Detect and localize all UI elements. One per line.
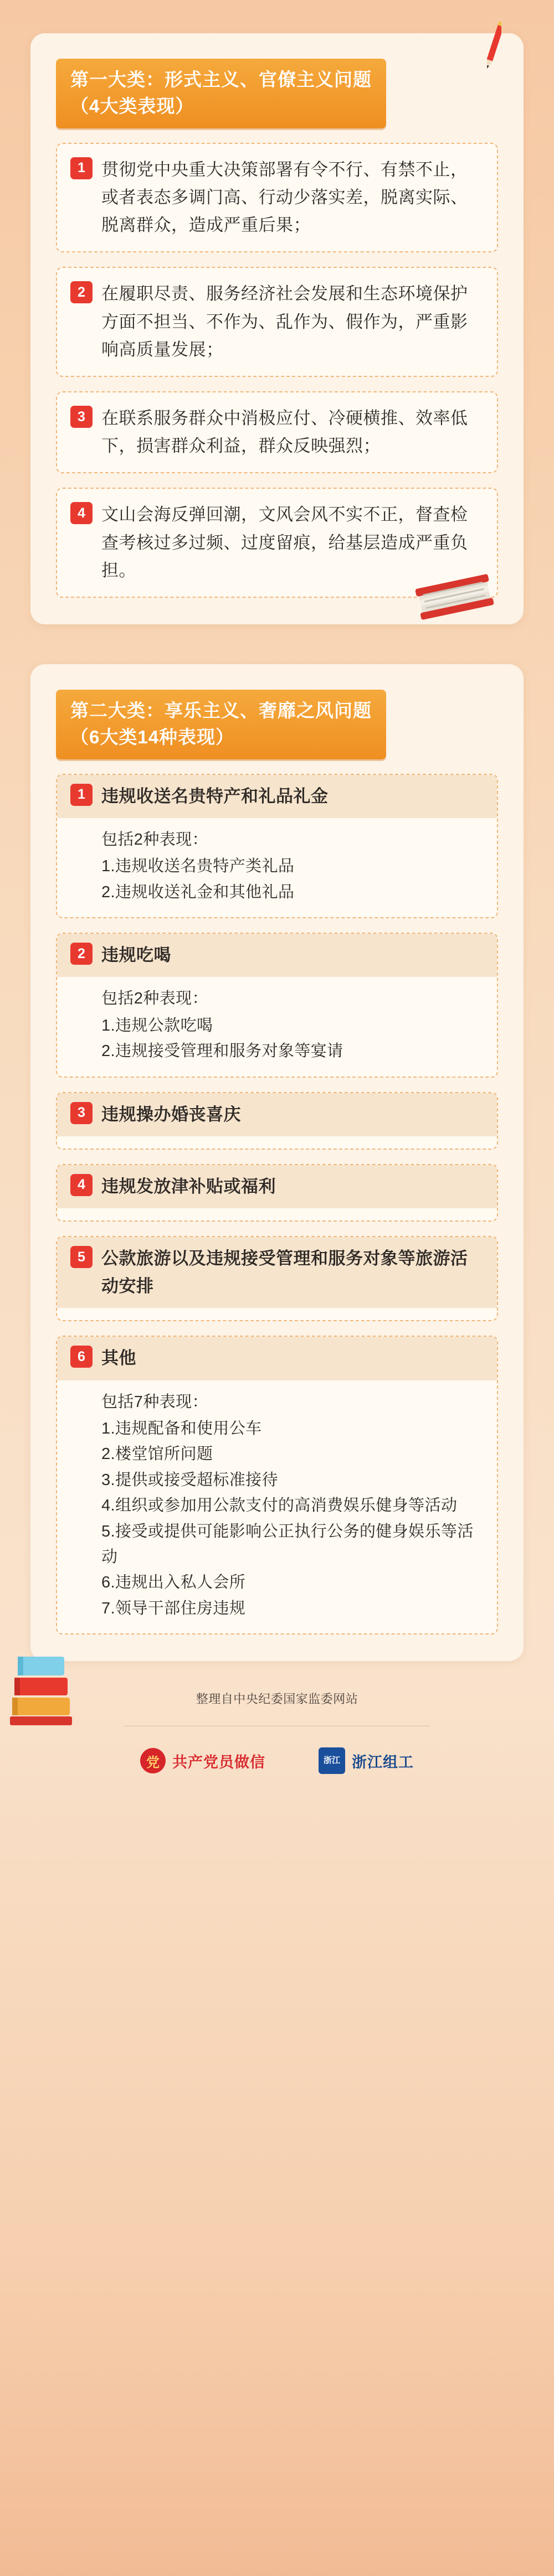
footer	[30, 1690, 524, 1788]
item-number-badge: 2	[70, 943, 93, 965]
sublist-line: 1.违规配备和使用公车	[101, 1420, 262, 1438]
item-number-badge: 1	[70, 784, 93, 806]
sublist-line: 4.组织或参加用公款支付的高消费娱乐健身等活动	[101, 1497, 458, 1515]
list-item	[56, 1164, 498, 1222]
card-category-2	[30, 664, 524, 1661]
card-2-items	[30, 774, 524, 1634]
item-text: 违规发放津补贴或福利	[101, 1176, 276, 1196]
sublist-title: 包括7种表现：	[101, 1393, 208, 1411]
list-item	[56, 143, 498, 253]
item-text: 其他	[101, 1348, 136, 1368]
list-item	[56, 774, 498, 918]
sublist-line: 2.楼堂馆所问题	[101, 1445, 213, 1463]
item-text: 在履职尽责、服务经济社会发展和生态环境保护方面不担当、不作为、乱作为、假作为，严重影响高质量发展；	[101, 284, 468, 359]
item-text: 违规收送名贵特产和礼品礼金	[101, 786, 329, 806]
list-item	[56, 1236, 498, 1321]
sublist-line: 2.违规接受管理和服务对象等宴请	[101, 1042, 343, 1061]
logo-communist-party	[140, 1748, 265, 1773]
party-emblem-icon: 党	[140, 1748, 166, 1773]
sublist-line: 3.提供或接受超标准接待	[101, 1471, 278, 1489]
sublist-line: 1.违规收送名贵特产类礼品	[101, 857, 295, 876]
card-1-title-line2: （4大类表现）	[70, 95, 194, 116]
list-item	[56, 391, 498, 473]
card-1-title-line1: 第一大类：形式主义、官僚主义问题	[70, 69, 372, 90]
list-item	[56, 933, 498, 1077]
item-number-badge: 2	[70, 281, 93, 303]
sublist-line: 7.领导干部住房违规	[101, 1599, 246, 1617]
item-text: 在联系服务群众中消极应付、冷硬横推、效率低下，损害群众利益，群众反映强烈；	[101, 408, 468, 456]
item-sublist	[101, 827, 484, 905]
item-text: 公款旅游以及违规接受管理和服务对象等旅游活动安排	[101, 1249, 468, 1296]
logo-label: 共产党员做信	[172, 1753, 265, 1771]
card-category-1	[30, 33, 524, 624]
item-text: 违规吃喝	[101, 945, 171, 965]
item-text: 贯彻党中央重大决策部署有令不行、有禁不止，或者表态多调门高、行动少落实差，脱离实际、脱离群众，造成严重后果；	[101, 159, 468, 235]
source-text: 整理自中央纪委国家监委网站	[124, 1690, 430, 1726]
item-number-badge: 6	[70, 1346, 93, 1368]
item-number-badge: 5	[70, 1246, 93, 1268]
card-2-title-line1: 第二大类：享乐主义、奢靡之风问题	[70, 700, 372, 721]
list-item	[56, 488, 498, 598]
item-number-badge: 4	[70, 502, 93, 524]
sublist-line: 2.违规收送礼金和其他礼品	[101, 883, 295, 901]
item-number-badge: 4	[70, 1174, 93, 1196]
list-item	[56, 267, 498, 377]
list-item	[56, 1336, 498, 1634]
footer-logos	[30, 1747, 524, 1788]
card-1-items	[30, 143, 524, 598]
item-number-badge: 3	[70, 406, 93, 428]
sublist-title: 包括2种表现：	[101, 990, 208, 1008]
item-sublist	[101, 1389, 484, 1622]
card-1-title-banner	[56, 59, 386, 128]
item-sublist	[101, 986, 484, 1064]
sublist-line: 5.接受或提供可能影响公正执行公务的健身娱乐等活动	[101, 1522, 474, 1566]
item-text: 文山会海反弹回潮，文风会风不实不正，督查检查考核过多过频、过度留痕，给基层造成严重负担。	[101, 505, 468, 580]
sublist-line: 1.违规公款吃喝	[101, 1016, 213, 1034]
card-1-header	[30, 33, 524, 143]
card-2-title-line2: （6大类14种表现）	[70, 726, 235, 747]
sublist-line: 6.违规出入私人会所	[101, 1574, 246, 1592]
sublist-title: 包括2种表现：	[101, 831, 208, 849]
logo-label: 浙江组工	[352, 1753, 414, 1771]
logo-zhejiang-zugong	[319, 1747, 414, 1774]
item-number-badge: 3	[70, 1102, 93, 1124]
item-text: 违规操办婚丧喜庆	[101, 1104, 241, 1124]
card-2-header	[30, 664, 524, 774]
zhejiang-icon: 浙江	[319, 1747, 345, 1774]
item-number-badge: 1	[70, 157, 93, 179]
list-item	[56, 1092, 498, 1150]
card-2-title-banner	[56, 690, 386, 759]
